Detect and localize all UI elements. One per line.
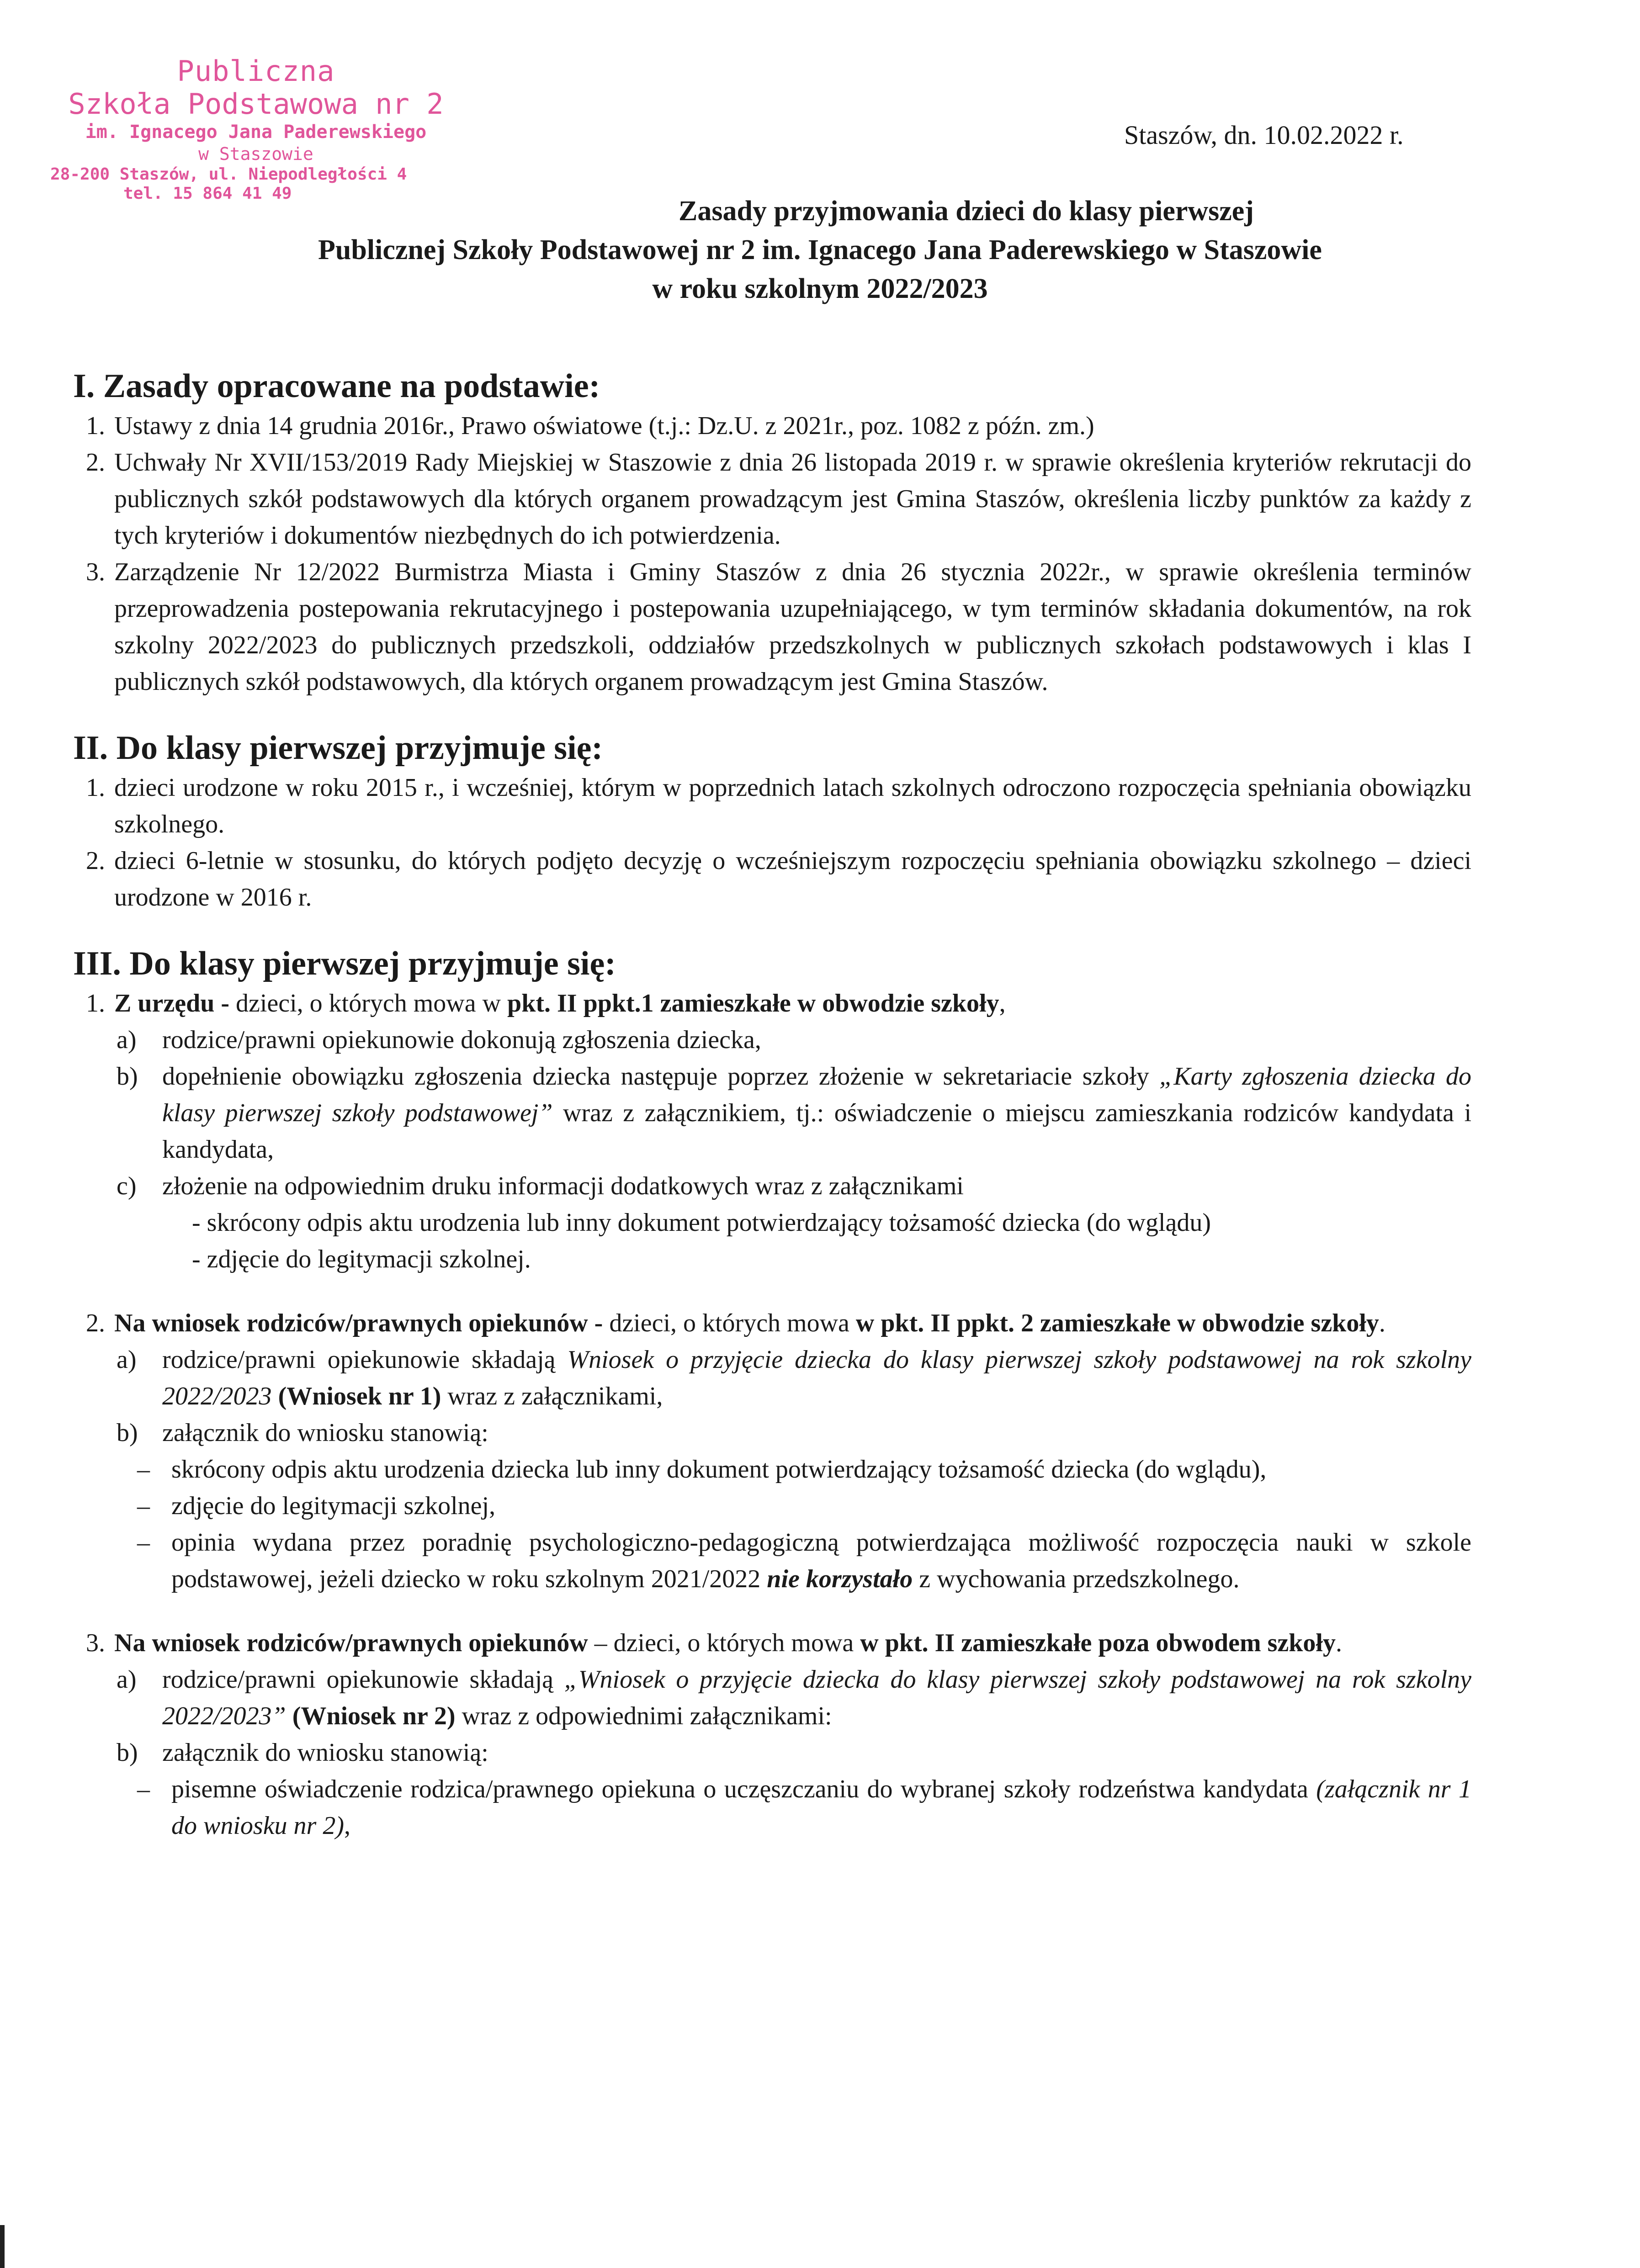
stamp-line: Publiczna bbox=[177, 54, 335, 88]
attachment-item: – opinia wydana przez poradnię psychologiczno-pedagogiczną potwierdzająca możliwość rozpoczęcia nauki w szkole podstawowej, jeżeli dziecko w roku szkolnym 2021/2022 nie korzystało z wychowania przedszkolnego. bbox=[137, 1528, 1471, 1593]
stamp-line: Szkoła Podstawowa nr 2 bbox=[68, 87, 444, 121]
stamp-line: im. Ignacego Jana Paderewskiego bbox=[85, 122, 427, 143]
scan-edge-mark bbox=[0, 2225, 5, 2268]
list-item: 1. Ustawy z dnia 14 grudnia 2016r., Prawo oświatowe (t.j.: Dz.U. z 2021r., poz. 1082 z późn. zm.) bbox=[86, 412, 1094, 440]
attachment-item: - zdjęcie do legitymacji szkolnej. bbox=[192, 1245, 531, 1273]
list-item: 3. Na wniosek rodziców/prawnych opiekunów – dzieci, o których mowa w pkt. II zamieszkałe poza obwodem szkoły. bbox=[86, 1629, 1342, 1657]
sub-item: b) dopełnienie obowiązku zgłoszenia dziecka następuje poprzez złożenie w sekretariacie szkoły „Karty zgłoszenia dziecka do klasy pierwszej szkoły podstawowej” wraz z załącznikiem, tj.: oświadczenie o miejscu zamieszkania rodziców kandydata i kandydata, bbox=[117, 1062, 1472, 1164]
sub-item: c) złożenie na odpowiednim druku informacji dodatkowych wraz z załącznikami bbox=[117, 1172, 964, 1200]
title-line: w roku szkolnym 2022/2023 bbox=[652, 273, 988, 304]
list-item: 2. Na wniosek rodziców/prawnych opiekunów - dzieci, o których mowa w pkt. II ppkt. 2 zamieszkałe w obwodzie szkoły. bbox=[86, 1309, 1385, 1337]
stamp-line: tel. 15 864 41 49 bbox=[123, 184, 292, 203]
list-item: 2. Uchwały Nr XVII/153/2019 Rady Miejskiej w Staszowie z dnia 26 listopada 2019 r. w sprawie określenia kryteriów rekrutacji do publicznych szkół podstawowych dla których organem prowadzącym jest Gmina Staszów, określenia liczby punktów za każdy z tych kryteriów i dokumentów niezbędnych do ich potwierdzenia. bbox=[86, 448, 1471, 550]
list-item: 2. dzieci 6-letnie w stosunku, do których podjęto decyzję o wcześniejszym rozpoczęciu spełniania obowiązku szkolnego – dzieci urodzone w 2016 r. bbox=[86, 847, 1471, 911]
title-line: Zasady przyjmowania dzieci do klasy pierwszej bbox=[679, 196, 1254, 227]
document-body bbox=[73, 366, 1471, 1844]
sub-item: a) rodzice/prawni opiekunowie dokonują zgłoszenia dziecka, bbox=[117, 1026, 761, 1054]
section-heading: II. Do klasy pierwszej przyjmuje się: bbox=[73, 729, 603, 767]
attachment-item: – pisemne oświadczenie rodzica/prawnego opiekuna o uczęszczaniu do wybranej szkoły rodzeństwa kandydata (załącznik nr 1 do wniosku nr 2), bbox=[137, 1775, 1471, 1840]
school-stamp bbox=[50, 55, 462, 203]
list-item: 3. Zarządzenie Nr 12/2022 Burmistrza Miasta i Gminy Staszów z dnia 26 stycznia 2022r., w sprawie określenia terminów przeprowadzenia postepowania rekrutacyjnego i postepowania uzupełniającego, w tym terminów składania dokumentów, na rok szkolny 2022/2023 do publicznych przedszkoli, oddziałów przedszkolnych w publicznych szkołach podstawowych i klas I publicznych szkół podstawowych, dla których organem prowadzącym jest Gmina Staszów. bbox=[86, 558, 1471, 696]
place-date: Staszów, dn. 10.02.2022 r. bbox=[1124, 120, 1404, 150]
attachment-item: – zdjęcie do legitymacji szkolnej, bbox=[137, 1492, 496, 1520]
stamp-line: 28-200 Staszów, ul. Niepodległości 4 bbox=[50, 165, 407, 184]
attachment-item: - skrócony odpis aktu urodzenia lub inny dokument potwierdzający tożsamość dziecka (do wglądu) bbox=[192, 1208, 1211, 1237]
sub-item: b) załącznik do wniosku stanowią: bbox=[117, 1419, 488, 1447]
sub-item: a) rodzice/prawni opiekunowie składają „Wniosek o przyjęcie dziecka do klasy pierwszej szkoły podstawowej na rok szkolny 2022/2023” (Wniosek nr 2) wraz z odpowiednimi załącznikami: bbox=[117, 1665, 1471, 1730]
sub-item: b) załącznik do wniosku stanowią: bbox=[117, 1738, 488, 1767]
list-item: 1. Z urzędu - dzieci, o których mowa w pkt. II ppkt.1 zamieszkałe w obwodzie szkoły, bbox=[86, 989, 1006, 1017]
document-title bbox=[0, 192, 1640, 308]
stamp-line: w Staszowie bbox=[198, 144, 313, 164]
list-item: 1. dzieci urodzone w roku 2015 r., i wcześniej, którym w poprzednich latach szkolnych odroczono rozpoczęcia spełniania obowiązku szkolnego. bbox=[86, 774, 1471, 838]
section-heading: I. Zasady opracowane na podstawie: bbox=[73, 367, 600, 405]
sub-item: a) rodzice/prawni opiekunowie składają Wniosek o przyjęcie dziecka do klasy pierwszej szkoły podstawowej na rok szkolny 2022/2023 (Wniosek nr 1) wraz z załącznikami, bbox=[117, 1346, 1471, 1410]
attachment-item: – skrócony odpis aktu urodzenia dziecka lub inny dokument potwierdzający tożsamość dziecka (do wglądu), bbox=[137, 1455, 1267, 1484]
section-heading: III. Do klasy pierwszej przyjmuje się: bbox=[73, 945, 616, 982]
title-line: Publicznej Szkoły Podstawowej nr 2 im. Ignacego Jana Paderewskiego w Staszowie bbox=[318, 234, 1322, 265]
